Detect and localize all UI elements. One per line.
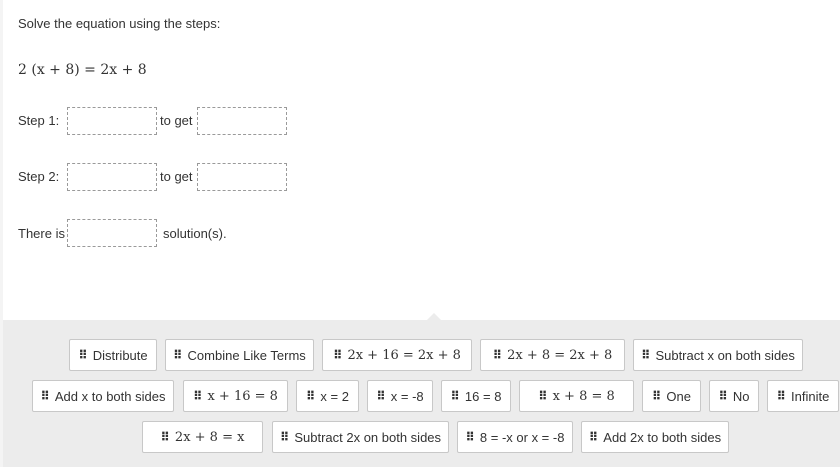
equation: 2 (x + 8) = 2x + 8 — [18, 62, 147, 78]
chip-label: 2x + 8 = x — [174, 429, 245, 445]
chip-distribute[interactable] — [69, 339, 157, 371]
drag-handle-icon: ⠿ — [776, 389, 786, 403]
drag-handle-icon: ⠿ — [193, 389, 202, 403]
drag-handle-icon: ⠿ — [376, 389, 385, 403]
solution-prefix: There is — [18, 226, 65, 241]
chip-label: 2x + 8 = 2x + 8 — [507, 347, 613, 363]
chip-eq-x16-8[interactable] — [183, 380, 288, 412]
chip-x-eq-neg8[interactable] — [367, 380, 433, 412]
solution-count-dropzone[interactable] — [67, 219, 157, 247]
solution-suffix: solution(s). — [163, 226, 227, 241]
drag-handle-icon: ⠿ — [160, 430, 169, 444]
chip-label: Subtract 2x on both sides — [294, 429, 442, 445]
drag-handle-icon: ⠿ — [450, 389, 459, 403]
drag-handle-icon: ⠿ — [173, 348, 182, 362]
drag-handle-icon: ⠿ — [588, 430, 598, 444]
chip-16-eq-8[interactable] — [441, 380, 511, 412]
drag-handle-icon: ⠿ — [78, 348, 87, 362]
chip-eq-x8-8[interactable] — [519, 380, 634, 412]
chip-subtract-2x[interactable] — [272, 421, 449, 453]
step1-dropzone-action[interactable] — [67, 107, 157, 135]
drag-handle-icon: ⠿ — [538, 389, 547, 403]
step2-dropzone-action[interactable] — [67, 163, 157, 191]
chip-label: x + 16 = 8 — [207, 388, 278, 404]
chip-label: No — [732, 388, 750, 404]
drag-handle-icon: ⠿ — [492, 348, 502, 362]
chip-label: Add x to both sides — [54, 388, 166, 404]
step1-connector: to get — [160, 113, 193, 128]
chip-no[interactable] — [709, 380, 759, 412]
chip-eq-2x8-2x8[interactable] — [480, 339, 625, 371]
drag-handle-icon: ⠿ — [279, 430, 289, 444]
drag-handle-icon: ⠿ — [718, 389, 727, 403]
chip-x-eq-2[interactable] — [296, 380, 359, 412]
chip-label: One — [666, 388, 691, 404]
chip-label: x + 8 = 8 — [552, 388, 615, 404]
chip-add-2x[interactable] — [581, 421, 729, 453]
chip-infinite[interactable] — [767, 380, 839, 412]
step1-label: Step 1: — [18, 113, 60, 128]
step2-label: Step 2: — [18, 169, 60, 184]
chip-label: Add 2x to both sides — [603, 429, 722, 445]
chip-8-eq-negx[interactable] — [457, 421, 573, 453]
chip-label: x = -8 — [390, 388, 424, 404]
step2-dropzone-result[interactable] — [197, 163, 287, 191]
drag-handle-icon: ⠿ — [652, 389, 661, 403]
chip-one[interactable] — [642, 380, 701, 412]
chip-label: Distribute — [92, 347, 148, 363]
chip-label: Subtract x on both sides — [655, 347, 795, 363]
chip-eq-2x8-x[interactable] — [142, 421, 263, 453]
chip-subtract-x[interactable] — [633, 339, 803, 371]
step2-connector: to get — [160, 169, 193, 184]
chip-eq-2x16-2x8[interactable] — [322, 339, 472, 371]
drag-handle-icon: ⠿ — [333, 348, 342, 362]
chip-label: 16 = 8 — [464, 388, 502, 404]
chip-add-x[interactable] — [32, 380, 174, 412]
chip-label: x = 2 — [320, 388, 349, 404]
drag-handle-icon: ⠿ — [641, 348, 650, 362]
chip-label: Combine Like Terms — [187, 347, 306, 363]
drag-handle-icon: ⠿ — [306, 389, 315, 403]
instruction-text: Solve the equation using the steps: — [18, 16, 221, 31]
chip-label: Infinite — [791, 388, 830, 404]
chip-combine-like-terms[interactable] — [165, 339, 314, 371]
step1-dropzone-result[interactable] — [197, 107, 287, 135]
chip-label: 8 = -x or x = -8 — [479, 429, 565, 445]
drag-handle-icon: ⠿ — [40, 389, 49, 403]
drag-handle-icon: ⠿ — [465, 430, 474, 444]
chip-label: 2x + 16 = 2x + 8 — [347, 347, 461, 363]
